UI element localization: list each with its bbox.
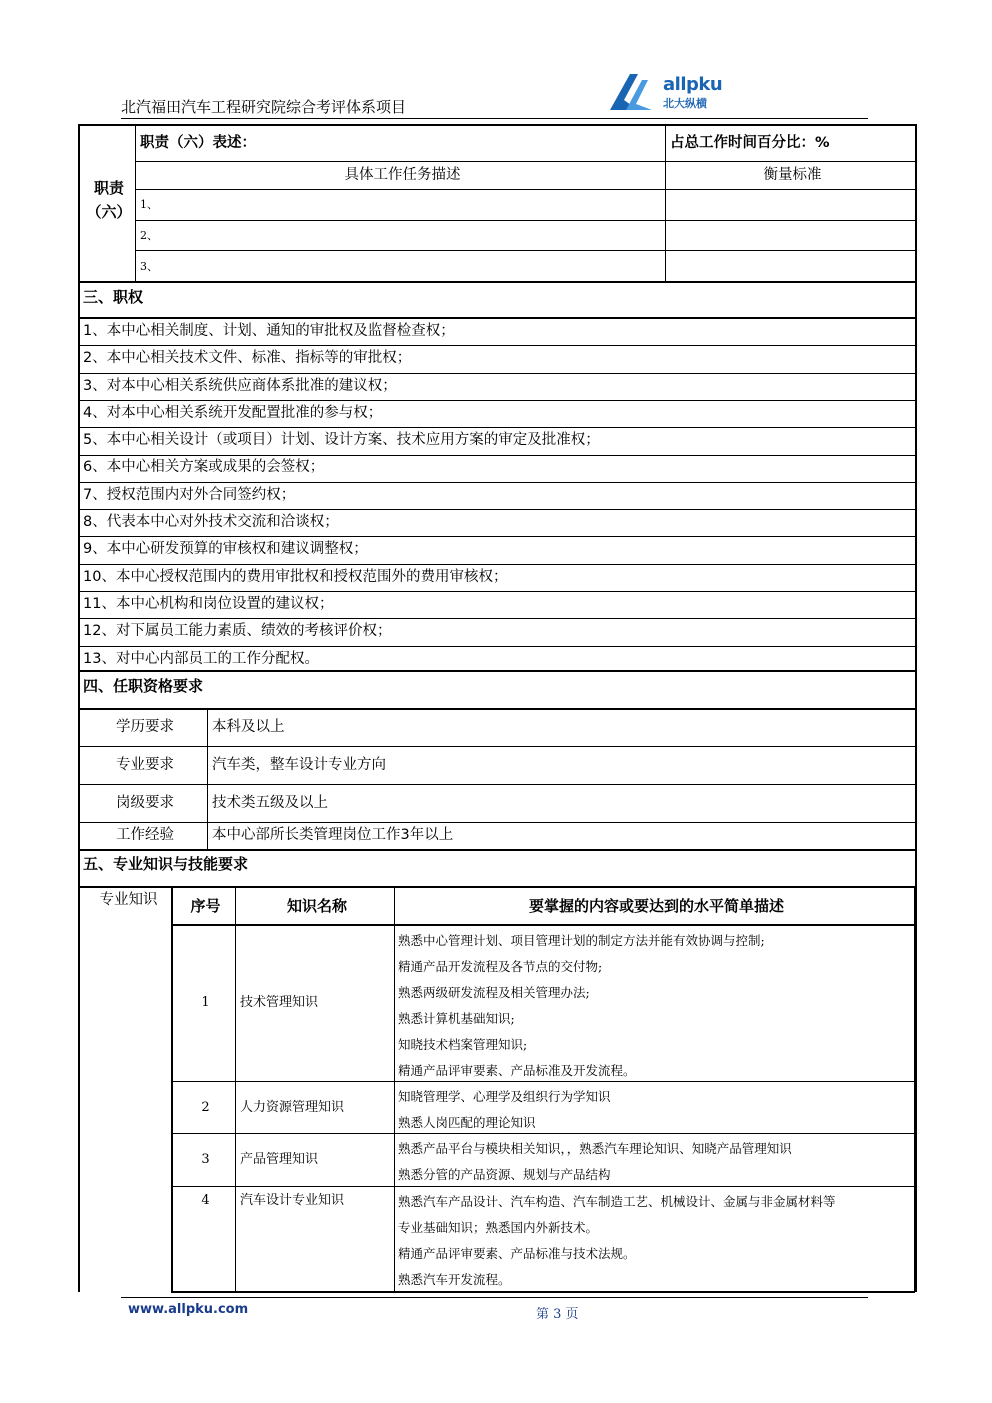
knowledge-item-desc-line: 精通产品评审要素、产品标准及开发流程。 bbox=[398, 1063, 636, 1078]
knowledge-item-desc-line: 熟悉中心管理计划、项目管理计划的制定方法并能有效协调与控制; bbox=[398, 933, 765, 948]
footer-page-number: 第 3 页 bbox=[536, 1307, 579, 1322]
header-rule bbox=[121, 118, 868, 119]
qualification-label-education: 学历要求 bbox=[116, 718, 174, 735]
knowledge-item-desc-line: 熟悉两级研发流程及相关管理办法; bbox=[398, 985, 590, 1000]
qualification-value-major: 汽车类，整车设计专业方向 bbox=[212, 756, 386, 773]
duty6-label: 职责（六） bbox=[86, 179, 132, 221]
authority-item: 6、本中心相关方案或成果的会签权； bbox=[83, 459, 325, 476]
qualification-label-experience: 工作经验 bbox=[116, 827, 174, 844]
qualification-label-major: 专业要求 bbox=[116, 756, 174, 773]
knowledge-header-no: 序号 bbox=[190, 896, 221, 915]
footer-url-link[interactable]: www.allpku.com bbox=[128, 1302, 249, 1317]
knowledge-side-label: 专业知识 bbox=[99, 892, 158, 909]
authority-item: 1、本中心相关制度、计划、通知的审批权及监督检查权； bbox=[83, 322, 455, 339]
authority-item: 10、本中心授权范围内的费用审批权和授权范围外的费用审核权； bbox=[83, 568, 508, 585]
qualification-value-grade: 技术类五级及以上 bbox=[212, 794, 328, 811]
knowledge-item-desc-line: 熟悉汽车开发流程。 bbox=[398, 1272, 511, 1287]
knowledge-item-no: 3 bbox=[201, 1152, 210, 1168]
knowledge-item-desc-line: 知晓管理学、心理学及组织行为学知识 bbox=[398, 1089, 611, 1104]
knowledge-item-name: 技术管理知识 bbox=[240, 995, 319, 1011]
authority-item: 7、授权范围内对外合同签约权； bbox=[83, 486, 296, 503]
knowledge-item-desc-line: 熟悉产品平台与模块相关知识，，熟悉汽车理论知识、知晓产品管理知识 bbox=[398, 1141, 792, 1156]
authority-title: 三、职权 bbox=[83, 288, 144, 306]
duty6-task-1: 1、 bbox=[140, 198, 158, 212]
authority-item: 11、本中心机构和岗位设置的建议权； bbox=[83, 595, 334, 612]
knowledge-item-desc-line: 熟悉人岗匹配的理论知识 bbox=[398, 1115, 536, 1130]
knowledge-header-name: 知识名称 bbox=[286, 896, 347, 915]
knowledge-item-desc-line: 熟悉汽车产品设计、汽车构造、汽车制造工艺、机械设计、金属与非金属材料等 bbox=[398, 1194, 836, 1209]
knowledge-item-desc-line: 熟悉计算机基础知识; bbox=[398, 1011, 515, 1026]
knowledge-item-no: 4 bbox=[201, 1193, 210, 1209]
footer-rule bbox=[121, 1297, 868, 1298]
duty6-task-header: 具体工作任务描述 bbox=[344, 166, 461, 183]
authority-item: 3、对本中心相关系统供应商体系批准的建议权； bbox=[83, 377, 397, 394]
knowledge-item-desc-line: 熟悉分管的产品资源、规划与产品结构 bbox=[398, 1167, 611, 1182]
knowledge-item-desc-line: 专业基础知识；熟悉国内外新技术。 bbox=[398, 1220, 599, 1235]
duty6-time-percent-label: 占总工作时间百分比：% bbox=[670, 134, 830, 151]
authority-item: 5、本中心相关设计（或项目）计划、设计方案、技术应用方案的审定及批准权； bbox=[83, 432, 600, 449]
authority-item: 2、本中心相关技术文件、标准、指标等的审批权； bbox=[83, 350, 412, 367]
qualification-value-education: 本科及以上 bbox=[212, 718, 285, 735]
knowledge-item-name: 产品管理知识 bbox=[240, 1152, 319, 1168]
authority-item: 4、对本中心相关系统开发配置批准的参与权； bbox=[83, 404, 383, 421]
knowledge-item-name: 汽车设计专业知识 bbox=[240, 1193, 345, 1209]
qualification-title: 四、任职资格要求 bbox=[83, 677, 204, 695]
duty6-description-label: 职责（六）表述： bbox=[140, 134, 256, 151]
qualification-label-grade: 岗级要求 bbox=[116, 794, 174, 811]
duty6-task-2: 2、 bbox=[140, 228, 158, 242]
knowledge-header-desc: 要掌握的内容或要达到的水平简单描述 bbox=[528, 896, 784, 915]
document-header-title: 北汽福田汽车工程研究院综合考评体系项目 bbox=[121, 98, 407, 116]
knowledge-item-no: 1 bbox=[201, 995, 210, 1011]
knowledge-item-desc-line: 精通产品评审要素、产品标准与技术法规。 bbox=[398, 1246, 636, 1261]
authority-item: 8、代表本中心对外技术交流和洽谈权； bbox=[83, 514, 339, 531]
knowledge-item-no: 2 bbox=[201, 1099, 210, 1115]
logo-subtext: 北大纵横 bbox=[663, 97, 707, 110]
duty6-measure-header: 衡量标准 bbox=[763, 166, 822, 183]
authority-item: 13、对中心内部员工的工作分配权。 bbox=[83, 650, 319, 667]
knowledge-item-name: 人力资源管理知识 bbox=[240, 1099, 345, 1115]
qualification-value-experience: 本中心部所长类管理岗位工作3年以上 bbox=[212, 827, 454, 844]
duty6-task-3: 3、 bbox=[140, 259, 158, 273]
authority-item: 12、对下属员工能力素质、绩效的考核评价权； bbox=[83, 623, 392, 640]
knowledge-item-desc-line: 知晓技术档案管理知识; bbox=[398, 1037, 528, 1052]
knowledge-title: 五、专业知识与技能要求 bbox=[83, 855, 249, 873]
logo-text: allpku bbox=[663, 74, 723, 95]
authority-item: 9、本中心研发预算的审核权和建议调整权； bbox=[83, 541, 368, 558]
knowledge-item-desc-line: 精通产品开发流程及各节点的交付物; bbox=[398, 959, 603, 974]
